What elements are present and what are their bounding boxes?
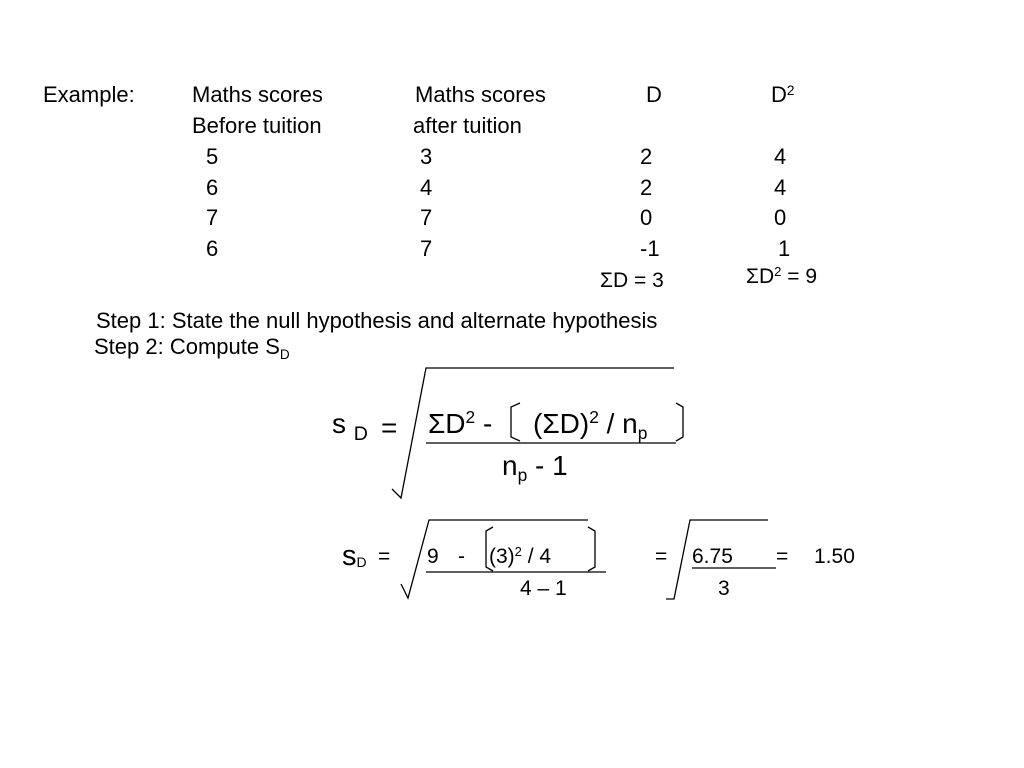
example-label: Example: (43, 82, 135, 107)
header-before-line2: Before tuition (192, 113, 322, 138)
calc-result: 1.50 (814, 545, 855, 568)
row2-d2: 4 (774, 175, 787, 200)
row1-after: 3 (420, 144, 433, 169)
row4-d: -1 (640, 236, 660, 261)
row2-d: 2 (640, 175, 653, 200)
row1-d: 2 (640, 144, 653, 169)
calc-denominator-2: 3 (718, 577, 730, 600)
formula-lhs: s $_D$ (332, 408, 368, 445)
row1-d2: 4 (774, 144, 787, 169)
header-after-line1: Maths scores (415, 82, 546, 107)
calc-nine: 9 (427, 545, 439, 568)
calc-minus: - (458, 545, 465, 568)
bracket-right-formula (676, 403, 683, 441)
row3-before: 7 (206, 205, 219, 230)
row3-after: 7 (420, 205, 433, 230)
formula-numerator-correction: $(\Sigma D)^2 / n_p$ (533, 407, 648, 444)
formula-denominator: $n_p - 1$ (502, 450, 568, 486)
calc-denominator: 4 – 1 (520, 577, 567, 600)
calc-equals-2: = (655, 545, 668, 568)
bracket-right-calc (588, 527, 595, 571)
header-d: D (646, 82, 662, 107)
row4-before: 6 (206, 236, 219, 261)
calc-correction: $(3)^2 / 4$ (489, 543, 552, 568)
sum-d: ΣD = 3 (600, 269, 664, 292)
row2-after: 4 (420, 175, 433, 200)
row2-before: 6 (206, 175, 219, 200)
header-after-line2: after tuition (413, 113, 522, 138)
calc-numerator-2: 6.75 (692, 545, 733, 568)
formula-numerator-sum: $\Sigma D^2$ - (428, 407, 493, 439)
formula-equals: = (381, 412, 398, 443)
calc-equals: = (378, 545, 391, 568)
calc-equals-3: = (776, 545, 789, 568)
row3-d2: 0 (774, 205, 787, 230)
header-d-squared: $D^2$ (771, 82, 795, 107)
row4-after: 7 (420, 236, 433, 261)
step-2: Step 2: Compute $S_D$ (94, 334, 290, 362)
row1-before: 5 (206, 144, 219, 169)
calc-lhs: $s_D$ (342, 540, 367, 572)
step-1: Step 1: State the null hypothesis and alternate hypothesis (96, 308, 658, 333)
bracket-left-formula (511, 403, 520, 441)
row3-d: 0 (640, 205, 653, 230)
sum-d-squared: $\Sigma D^2 = 9$ (746, 263, 818, 288)
header-before-line1: Maths scores (192, 82, 323, 107)
row4-d2: 1 (778, 236, 791, 261)
